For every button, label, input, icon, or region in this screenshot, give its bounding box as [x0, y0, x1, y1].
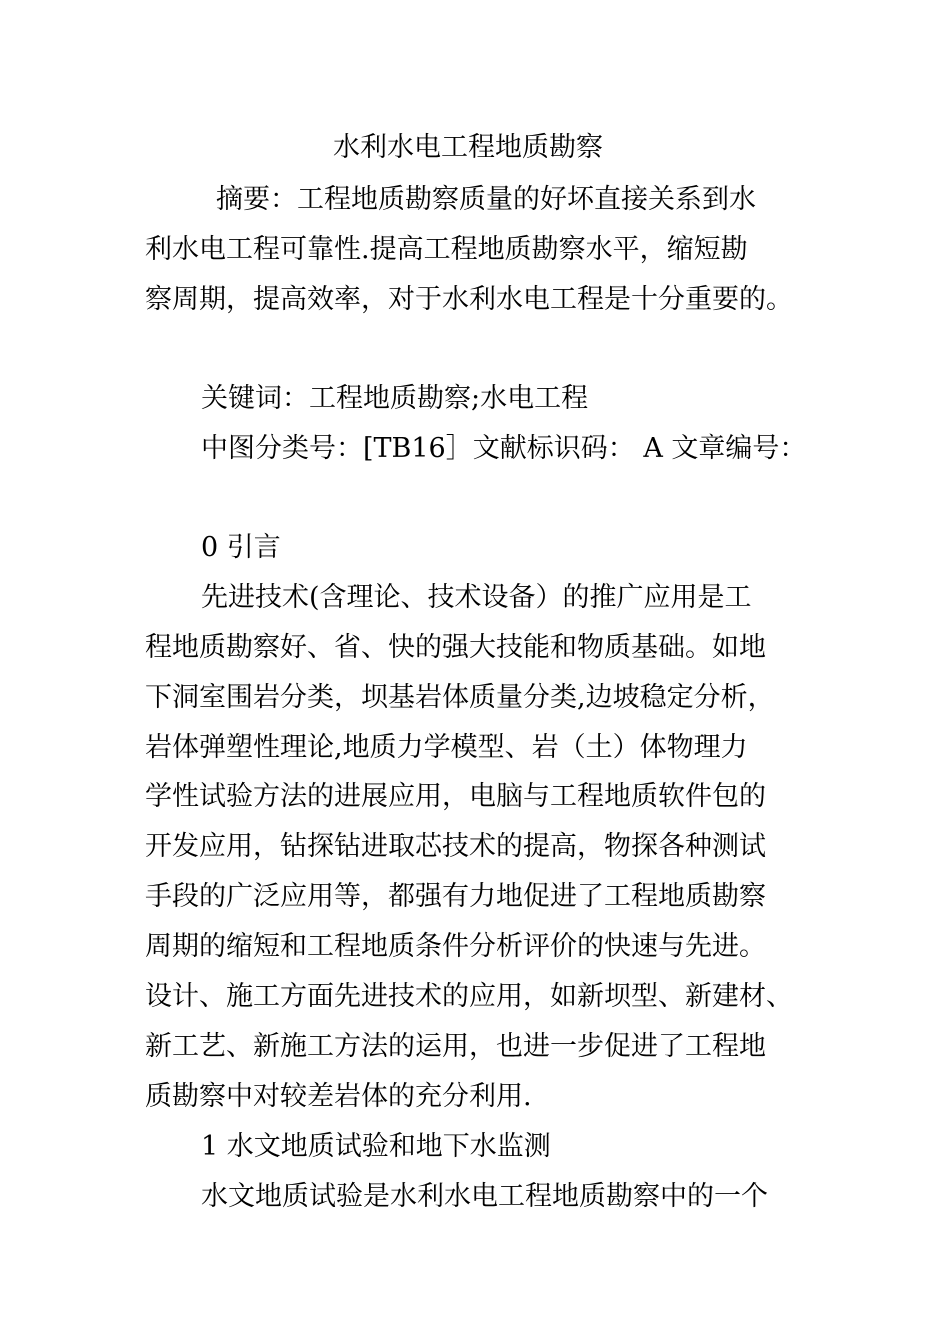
paragraph-line: 岩体弹塑性理论,地质力学模型、岩（土）体物理力: [145, 732, 748, 763]
section-1-heading: 1 水文地质试验和地下水监测: [201, 1131, 551, 1162]
paragraph-line: 质勘察中对较差岩体的充分利用.: [145, 1081, 532, 1112]
document-title: 水利水电工程地质勘察: [333, 132, 603, 163]
paragraph-line: 开发应用，钻探钻进取芯技术的提高，物探各种测试: [145, 831, 766, 862]
paragraph-line: 下洞室围岩分类，坝基岩体质量分类,边坡稳定分析，: [145, 682, 775, 713]
abstract-line: 利水电工程可靠性.提高工程地质勘察水平，缩短勘: [145, 234, 748, 265]
paragraph-line: 水文地质试验是水利水电工程地质勘察中的一个: [201, 1181, 768, 1212]
abstract-line: 摘要：工程地质勘察质量的好坏直接关系到水: [216, 184, 756, 215]
paragraph-line: 先进技术(含理论、技术设备）的推广应用是工: [201, 582, 752, 613]
abstract-line: 察周期，提高效率，对于水利水电工程是十分重要的。: [145, 284, 793, 315]
paragraph-line: 手段的广泛应用等，都强有力地促进了工程地质勘察: [145, 881, 766, 912]
paragraph-line: 周期的缩短和工程地质条件分析评价的快速与先进。: [145, 931, 766, 962]
keywords: 关键词：工程地质勘察;水电工程: [201, 383, 589, 414]
classification-line: 中图分类号：[TB16］文献标识码： A 文章编号：: [201, 433, 807, 464]
paragraph-line: 设计、施工方面先进技术的应用，如新坝型、新建材、: [145, 981, 793, 1012]
paragraph-line: 学性试验方法的进展应用，电脑与工程地质软件包的: [145, 781, 766, 812]
section-0-heading: 0 引言: [201, 532, 281, 563]
paragraph-line: 新工艺、新施工方法的运用，也进一步促进了工程地: [145, 1031, 766, 1062]
paragraph-line: 程地质勘察好、省、快的强大技能和物质基础。如地: [145, 632, 766, 663]
